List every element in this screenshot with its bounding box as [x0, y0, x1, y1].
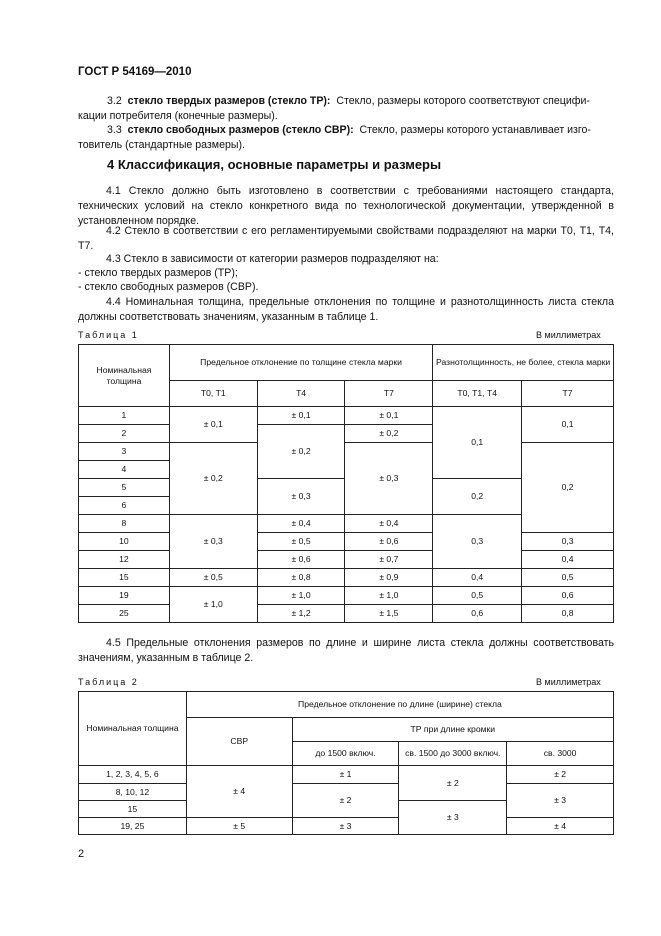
thickness-cell: 10: [79, 533, 170, 551]
header-t4: Т4: [257, 381, 345, 407]
paragraph-4-5: 4.5 Предельные отклонения размеров по длине и ширине листа стекла должны соответствовать значениям, указанным в таблице 2.: [78, 637, 614, 664]
table-row: [79, 551, 614, 569]
value-cell: ± 4: [507, 818, 614, 835]
definition-3-3-cont: товитель (стандартные размеры).: [78, 139, 245, 151]
table-row: [79, 766, 614, 784]
thickness-cell: 15: [79, 801, 187, 818]
value-cell: ± 0,8: [257, 569, 345, 587]
definition-3-2: 3.2 стекло твердых размеров (стекло ТР): Стекло, размеры которого соответствуют специфи-: [107, 95, 590, 107]
paragraph-4-3: 4.3 Стекло в зависимости от категории размеров подразделяют на:: [106, 253, 439, 265]
table-row: [79, 533, 614, 551]
value-cell: 0,2: [433, 479, 522, 515]
header-thickness-deviation: Предельное отклонение по толщине стекла марки: [169, 345, 432, 381]
definition-3-3: 3.3 стекло свободных размеров (стекло СВР): Стекло, размеры которого устанавливает изго-: [107, 124, 591, 136]
paragraph-4-2: 4.2 Стекло в соответствии с его регламентируемыми свойствами подразделяют на марки Т0, Т1, Т4, Т7.: [78, 225, 614, 252]
header-nominal-thickness: Номинальная толщина: [79, 345, 170, 407]
table-row: [79, 569, 614, 587]
header-edge-over-3000: св. 3000: [507, 742, 614, 766]
value-cell: 0,2: [522, 443, 614, 533]
value-cell: ± 3: [507, 784, 614, 818]
paragraph-4-4: 4.4 Номинальная толщина, предельные отклонения по толщине и разнотолщинность листа стекла должны соответствовать значениям, указанным в таблице 1.: [78, 296, 614, 323]
table-row: [79, 407, 614, 425]
value-cell: ± 0,2: [169, 443, 257, 515]
table-row: [79, 784, 614, 801]
thickness-cell: 6: [79, 497, 170, 515]
thickness-cell: 19: [79, 587, 170, 605]
thickness-cell: 8, 10, 12: [79, 784, 187, 801]
page-number: 2: [78, 848, 85, 860]
header-length-deviation: Предельное отклонение по длине (ширине) стекла: [186, 692, 613, 718]
value-cell: ± 0,1: [257, 407, 345, 425]
value-cell: 0,3: [522, 533, 614, 551]
thickness-cell: 4: [79, 461, 170, 479]
table1-unit: В миллиметрах: [536, 330, 601, 340]
table-row: [79, 818, 614, 835]
value-cell: 0,5: [522, 569, 614, 587]
value-cell: ± 0,3: [169, 515, 257, 569]
section-heading: 4 Классификация, основные параметры и размеры: [107, 157, 442, 172]
value-cell: 0,6: [522, 587, 614, 605]
header-edge-up-to-1500: до 1500 включ.: [292, 742, 399, 766]
value-cell: ± 0,6: [257, 551, 345, 569]
value-cell: ± 0,5: [257, 533, 345, 551]
value-cell: ± 1,0: [169, 587, 257, 623]
value-cell: ± 1: [292, 766, 399, 784]
value-cell: ± 0,3: [257, 479, 345, 515]
table-row: [79, 587, 614, 605]
thickness-cell: 3: [79, 443, 170, 461]
value-cell: 0,1: [433, 407, 522, 479]
table-row: [79, 605, 614, 623]
value-cell: ± 2: [292, 784, 399, 818]
header-t7: Т7: [345, 381, 433, 407]
value-cell: ± 2: [399, 766, 507, 801]
value-cell: ± 1,0: [257, 587, 345, 605]
header-nominal-thickness: Номинальная толщина: [79, 692, 187, 766]
thickness-cell: 1: [79, 407, 170, 425]
value-cell: ± 0,2: [257, 425, 345, 479]
value-cell: ± 2: [507, 766, 614, 784]
value-cell: 0,4: [433, 569, 522, 587]
header-svr: СВР: [186, 718, 292, 766]
value-cell: ± 3: [292, 818, 399, 835]
value-cell: ± 4: [186, 766, 292, 818]
value-cell: ± 0,6: [345, 533, 433, 551]
table2-unit: В миллиметрах: [536, 677, 601, 687]
thickness-cell: 25: [79, 605, 170, 623]
value-cell: 0,4: [522, 551, 614, 569]
value-cell: ± 0,9: [345, 569, 433, 587]
header-t7-variation: Т7: [522, 381, 614, 407]
value-cell: ± 0,1: [169, 407, 257, 443]
value-cell: ± 0,2: [345, 425, 433, 443]
paragraph-4-1: 4.1 Стекло должно быть изготовлено в соответствии с требованиями настоящего стандарта, технических условий на стекло конкретного вида по технологической документации, утвержденной в установленном порядке.: [78, 185, 614, 227]
header-t0-t1: Т0, Т1: [169, 381, 257, 407]
value-cell: ± 0,7: [345, 551, 433, 569]
table-1: [78, 344, 614, 623]
value-cell: ± 0,5: [169, 569, 257, 587]
thickness-cell: 5: [79, 479, 170, 497]
value-cell: ± 1,0: [345, 587, 433, 605]
value-cell: ± 0,4: [345, 515, 433, 533]
value-cell: ± 1,2: [257, 605, 345, 623]
list-item: - стекло твердых размеров (ТР);: [78, 267, 238, 279]
value-cell: ± 0,1: [345, 407, 433, 425]
thickness-cell: 15: [79, 569, 170, 587]
thickness-cell: 19, 25: [79, 818, 187, 835]
value-cell: 0,1: [522, 407, 614, 443]
value-cell: 0,3: [433, 515, 522, 569]
table-row: [79, 443, 614, 461]
value-cell: ± 1,5: [345, 605, 433, 623]
table-2: [78, 691, 614, 835]
value-cell: ± 5: [186, 818, 292, 835]
header-edge-1500-3000: св. 1500 до 3000 включ.: [399, 742, 507, 766]
value-cell: ± 0,4: [257, 515, 345, 533]
table2-caption: Таблица 2: [78, 677, 139, 687]
header-thickness-variation: Разнотолщинность, не более, стекла марки: [433, 345, 614, 381]
value-cell: 0,5: [433, 587, 522, 605]
value-cell: 0,6: [433, 605, 522, 623]
thickness-cell: 8: [79, 515, 170, 533]
header-tr: ТР при длине кромки: [292, 718, 613, 742]
value-cell: ± 0,3: [345, 443, 433, 515]
header-t0-t1-t4: Т0, Т1, Т4: [433, 381, 522, 407]
thickness-cell: 1, 2, 3, 4, 5, 6: [79, 766, 187, 784]
document-code: ГОСТ Р 54169—2010: [78, 66, 192, 78]
thickness-cell: 12: [79, 551, 170, 569]
value-cell: 0,8: [522, 605, 614, 623]
thickness-cell: 2: [79, 425, 170, 443]
list-item: - стекло свободных размеров (СВР).: [78, 281, 259, 293]
value-cell: ± 3: [399, 801, 507, 835]
table1-caption: Таблица 1: [78, 330, 139, 340]
definition-3-2-cont: кации потребителя (конечные размеры).: [78, 110, 278, 122]
